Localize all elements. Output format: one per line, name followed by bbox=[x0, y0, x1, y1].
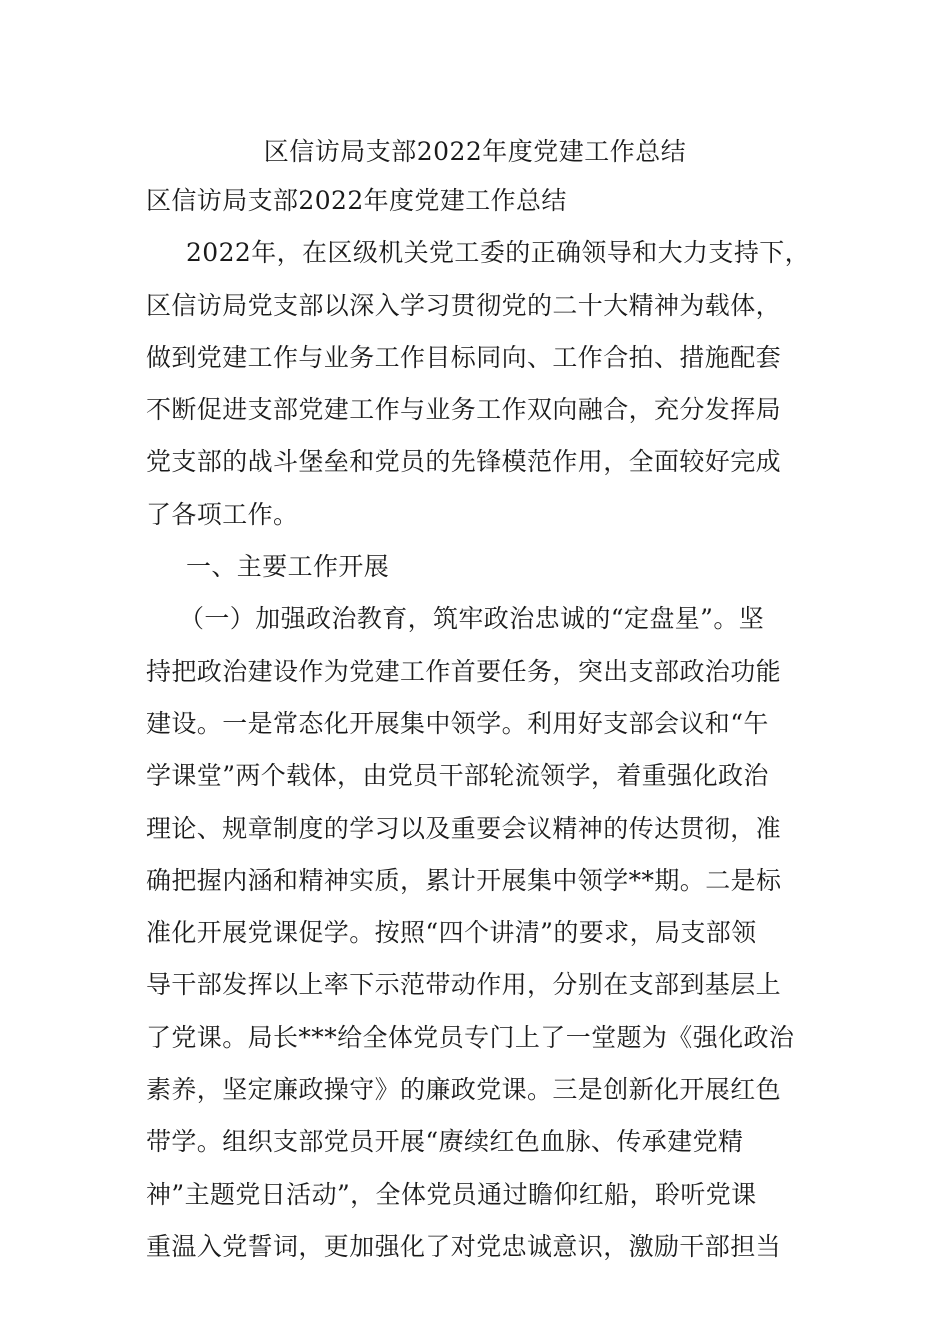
paragraph-line: （一）加强政治教育，筑牢政治忠诚的“定盘星”。坚 bbox=[179, 604, 765, 634]
paragraph-line: 了党课。局长***给全体党员专门上了一堂题为《强化政治 bbox=[146, 1022, 795, 1052]
paragraph-line: 区信访局党支部以深入学习贯彻党的二十大精神为载体， bbox=[146, 290, 782, 320]
paragraph-line: 做到党建工作与业务工作目标同向、工作合拍、措施配套 bbox=[146, 342, 782, 372]
paragraph-line: 带学。组织支部党员开展“赓续红色血脉、传承建党精 bbox=[146, 1127, 744, 1157]
subtitle-line: 区信访局支部2022年度党建工作总结 bbox=[146, 186, 567, 215]
paragraph-line: 党支部的战斗堡垒和党员的先锋模范作用，全面较好完成 bbox=[146, 447, 782, 477]
section-heading: 一、主要工作开展 bbox=[186, 552, 390, 582]
paragraph-line: 确把握内涵和精神实质，累计开展集中领学**期。二是标 bbox=[146, 865, 782, 895]
paragraph-line: 建设。一是常态化开展集中领学。利用好支部会议和“午 bbox=[146, 708, 769, 738]
paragraph-line: 持把政治建设作为党建工作首要任务，突出支部政治功能 bbox=[146, 656, 782, 686]
paragraph-line: 不断促进支部党建工作与业务工作双向融合，充分发挥局 bbox=[146, 395, 782, 425]
paragraph-line: 素养，坚定廉政操守》的廉政党课。三是创新化开展红色 bbox=[146, 1075, 782, 1105]
paragraph-line: 导干部发挥以上率下示范带动作用，分别在支部到基层上 bbox=[146, 970, 782, 1000]
paragraph-line: 2022年，在区级机关党工委的正确领导和大力支持下， bbox=[186, 238, 811, 268]
paragraph-line: 理论、规章制度的学习以及重要会议精神的传达贯彻，准 bbox=[146, 813, 782, 843]
document-body bbox=[146, 175, 811, 1273]
document-title: 区信访局支部2022年度党建工作总结 bbox=[263, 137, 687, 166]
paragraph-line: 了各项工作。 bbox=[146, 499, 299, 529]
paragraph-line: 准化开展党课促学。按照“四个讲清”的要求，局支部领 bbox=[146, 918, 757, 948]
paragraph-line: 重温入党誓词，更加强化了对党忠诚意识，激励干部担当 bbox=[146, 1231, 782, 1261]
paragraph-line: 学课堂”两个载体，由党员干部轮流领学，着重强化政治 bbox=[146, 761, 769, 791]
paragraph-line: 神”主题党日活动”，全体党员通过瞻仰红船，聆听党课 bbox=[146, 1179, 757, 1209]
